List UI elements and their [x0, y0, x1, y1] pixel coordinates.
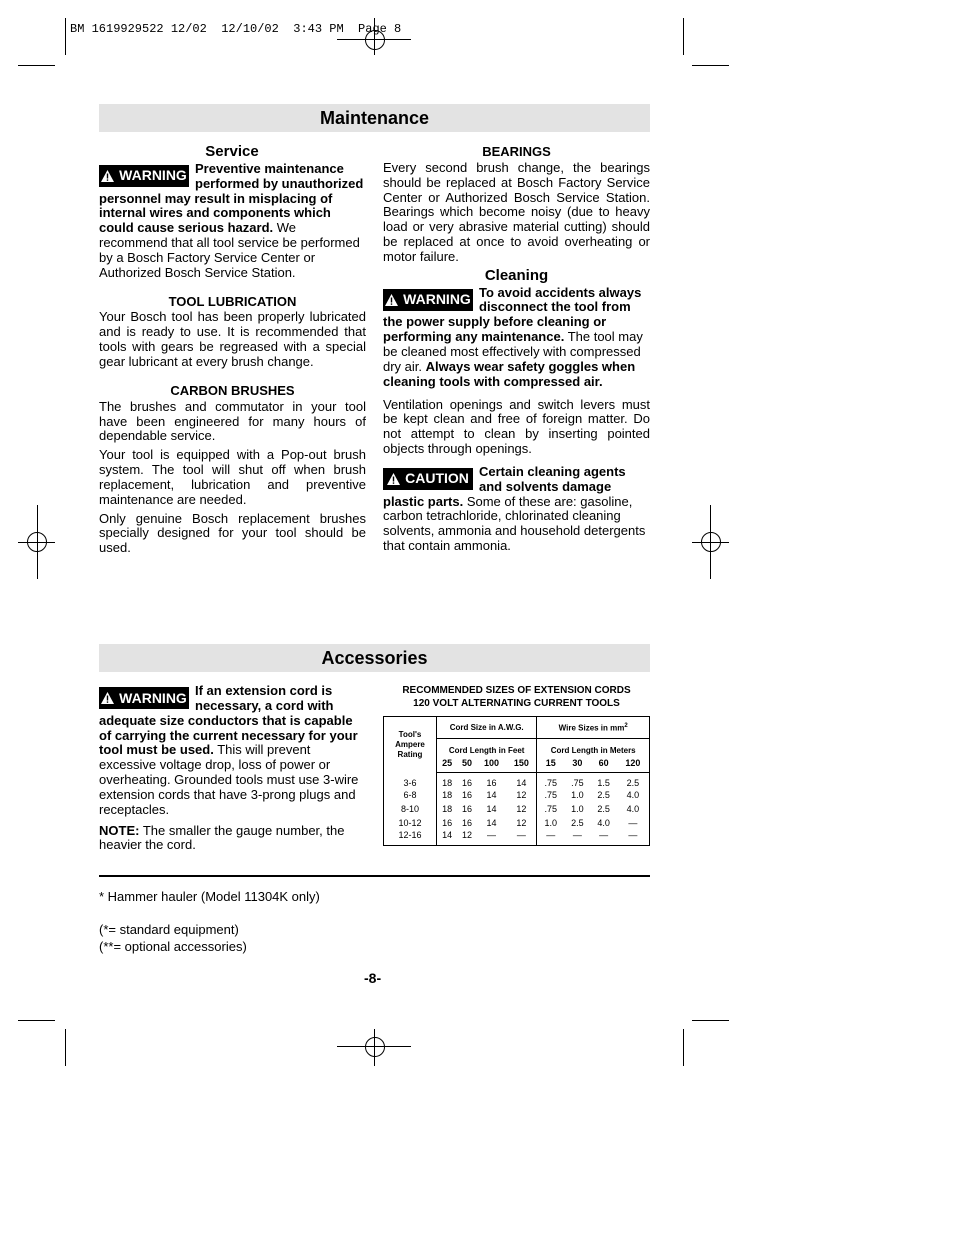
crop-mark	[692, 1020, 729, 1021]
registration-mark	[365, 1037, 385, 1057]
accessories-title: Accessories	[99, 644, 650, 672]
table-cell: 14	[486, 818, 497, 828]
table-cell: 14	[486, 804, 497, 814]
cleaning-warning-text: To avoid accidents always disconnect the tool from the power supply before cleaning or performing any maintenance.	[383, 284, 642, 345]
bearings-heading: BEARINGS	[482, 144, 551, 159]
crop-mark	[683, 18, 684, 55]
warning-badge: WARNING	[383, 289, 473, 311]
extension-warning-text: If an extension cord is necessary, a cord with adequate size conductors that is capable of carrying the current necessary for your tool must be used.	[99, 683, 358, 758]
rating-cell: 3-6	[384, 773, 437, 789]
table-cell: 16	[461, 778, 472, 788]
registration-line	[692, 542, 729, 543]
table-title: RECOMMENDED SIZES OF EXTENSION CORDS 120 VOLT ALTERNATING CURRENT TOOLS	[402, 685, 631, 709]
caution-badge: CAUTION	[383, 468, 473, 490]
registration-line	[337, 1046, 411, 1047]
footnote-optional: (**= optional accessories)	[99, 939, 247, 954]
table-cell: .75	[544, 778, 558, 788]
table-cell: 16	[461, 804, 472, 814]
table-row	[384, 773, 650, 789]
table-cell: 18	[442, 804, 453, 814]
warning-badge: WARNING	[99, 165, 189, 187]
brushes-heading: CARBON BRUSHES	[170, 382, 295, 398]
cleaning-text: The tool may be cleaned most effectively with compressed dry air.	[383, 329, 643, 374]
warning-triangle-icon	[387, 473, 400, 485]
table-cell: .75	[571, 778, 584, 788]
crop-mark	[18, 1020, 55, 1021]
table-cell: 1.0	[544, 818, 558, 828]
lubrication-text: Your Bosch tool has been properly lubricated and is ready to use. It is recommended that tools with gears be regreased with a special gear lubricant at every brush change.	[99, 309, 366, 369]
print-slug: BM 1619929522 12/02 12/10/02 3:43 PM Page 8	[70, 22, 402, 36]
table-cell: —	[628, 818, 638, 828]
table-row	[384, 830, 650, 846]
table-cell: 18	[442, 778, 453, 788]
warning-triangle-icon	[101, 692, 114, 704]
table-cell: 4.0	[626, 804, 640, 814]
service-text: We recommend that all tool service be performed by a Bosch Factory Service Center or Authorized Bosch Service Station.	[99, 220, 360, 280]
crop-mark	[692, 65, 729, 66]
service-warning-text: Preventive maintenance performed by unauthorized personnel may result in misplacing of internal wires and components which could cause serious hazard.	[99, 160, 364, 236]
feet-length-header: 100	[477, 755, 507, 773]
warning-triangle-icon	[385, 294, 398, 306]
note-paragraph	[99, 824, 366, 854]
footer-rule	[99, 875, 650, 877]
table-cell: .75	[544, 804, 558, 814]
registration-line	[337, 39, 411, 40]
page-number: -8-	[364, 970, 382, 986]
cleaning-heading: Cleaning	[484, 266, 549, 284]
rating-cell: 8-10	[384, 802, 437, 816]
table-cell: 12	[506, 802, 537, 816]
maintenance-title: Maintenance	[99, 104, 650, 132]
footnote-standard: (*= standard equipment)	[99, 922, 239, 937]
caution-bold-text: Certain cleaning agents and solvents damage plastic parts.	[383, 463, 626, 509]
table-cell: 16	[461, 818, 472, 828]
bearings-text: Every second brush change, the bearings should be replaced at Bosch Factory Service Center or Authorized Bosch Service Station. Bearings which become noisy (due to heavy load or very abrasive material cutting) should be replaced at once to avoid overheating or motor failure.	[383, 159, 650, 264]
service-heading: Service	[205, 143, 259, 160]
lubrication-heading: TOOL LUBRICATION	[168, 293, 297, 309]
table-cell: 1.5	[597, 778, 610, 788]
warning-badge: WARNING	[99, 687, 189, 709]
brushes-paragraph-2: Your tool is equipped with a Pop-out brush system. The tool will shut off when brush replacement, lubrication and preventive maintenance are needed.	[99, 447, 366, 507]
table-cell: 1.0	[571, 790, 584, 800]
note-label: NOTE:	[99, 822, 140, 838]
awg-header: Cord Size in A.W.G.	[437, 717, 537, 739]
rating-cell: 6-8	[384, 788, 437, 802]
table-row	[384, 802, 650, 816]
feet-header: Cord Length in Feet	[437, 739, 537, 755]
table-cell: 2.5	[597, 790, 610, 800]
table-row	[384, 816, 650, 830]
table-cell: 16	[486, 778, 497, 788]
note-text: The smaller the gauge number, the heavier the cord.	[99, 822, 345, 853]
meter-length-header: 15	[537, 755, 564, 773]
meter-length-header: 120	[617, 755, 650, 773]
warning-triangle-icon	[101, 170, 114, 182]
cleaning-paragraph	[383, 286, 650, 390]
ventilation-text: Ventilation openings and switch levers must be kept clean and free of foreign matter. Do not attempt to clean by inserting pointed objects through openings.	[383, 396, 650, 457]
table-cell: —	[487, 830, 497, 840]
table-cell: —	[546, 830, 556, 840]
service-paragraph	[99, 162, 366, 281]
extension-cord-table	[383, 716, 650, 846]
meters-header: Cord Length in Meters	[550, 745, 636, 755]
crop-mark	[18, 65, 55, 66]
table-cell: 14	[506, 773, 537, 789]
registration-line	[18, 542, 55, 543]
table-cell: 12	[506, 816, 537, 830]
table-cell: 4.0	[626, 790, 640, 800]
table-cell: —	[628, 830, 638, 840]
caution-text: Some of these are: gasoline, carbon tetrachloride, chlorinated cleaning solvents, ammonia and household detergents that contain ammonia.	[383, 493, 646, 554]
crop-mark	[65, 1029, 66, 1066]
extension-text: This will prevent excessive voltage drop, loss of power or overheating. Grounded tools must use 3-wire extension cords that have 3-prong plugs and receptacles.	[99, 742, 359, 817]
cleaning-safety-text: Always wear safety goggles when cleaning tools with compressed air.	[383, 358, 636, 389]
maintenance-left-column	[99, 145, 366, 560]
table-cell: —	[599, 830, 609, 840]
rating-cell: 10-12	[384, 816, 437, 830]
table-cell: 1.0	[571, 804, 584, 814]
brushes-paragraph-3: Only genuine Bosch replacement brushes specially designed for your tool should be used.	[99, 510, 366, 556]
maintenance-right-column	[383, 145, 650, 558]
extension-warning-paragraph	[99, 684, 366, 818]
accessories-left-column	[99, 684, 366, 857]
table-row	[384, 788, 650, 802]
table-cell: .75	[544, 790, 558, 800]
table-cell: 14	[442, 830, 453, 840]
caution-paragraph	[383, 465, 650, 554]
brushes-paragraph-1: The brushes and commutator in your tool have been engineered for many hours of dependable service.	[99, 398, 366, 444]
table-cell: 16	[442, 818, 453, 828]
table-cell: 18	[442, 790, 453, 800]
table-cell: 16	[461, 790, 472, 800]
table-cell: 2.5	[626, 778, 640, 788]
table-cell: 2.5	[597, 804, 610, 814]
feet-length-header: 150	[506, 755, 537, 773]
feet-length-header: 50	[457, 755, 477, 773]
table-cell: 2.5	[571, 818, 584, 828]
table-cell: 12	[506, 788, 537, 802]
crop-mark	[683, 1029, 684, 1066]
wire-header: Wire Sizes in $mm^2$	[537, 717, 650, 739]
table-cell: 4.0	[597, 818, 610, 828]
meter-length-header: 30	[564, 755, 590, 773]
registration-line	[374, 1029, 375, 1066]
rating-cell: 12-16	[384, 830, 437, 846]
table-cell: 12	[461, 830, 472, 840]
feet-length-header: 25	[437, 755, 458, 773]
meter-length-header: 60	[590, 755, 616, 773]
footnote-hammer: * Hammer hauler (Model 11304K only)	[99, 889, 320, 904]
rating-header: Tool's Ampere Rating	[384, 717, 437, 773]
table-cell: 14	[486, 790, 497, 800]
table-cell: —	[572, 830, 582, 840]
crop-mark	[65, 18, 66, 55]
table-cell: —	[506, 830, 537, 846]
